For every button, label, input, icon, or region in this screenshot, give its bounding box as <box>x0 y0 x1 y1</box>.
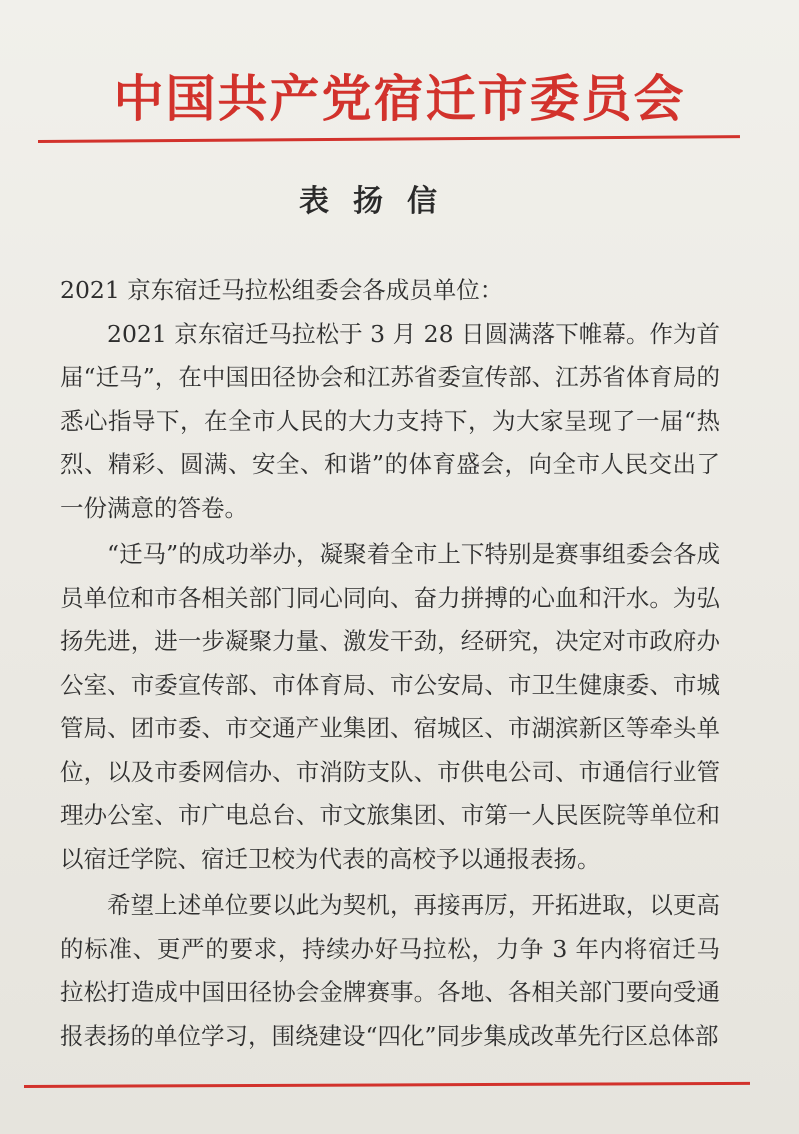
letter-body <box>60 269 720 1058</box>
red-letterhead-title: 中国共产党宿迁市委员会 <box>113 69 686 128</box>
document-title: 表扬信 <box>299 184 461 219</box>
paragraph-2: “迁马”的成功举办，凝聚着全市上下特别是赛事组委会各成员单位和市各相关部门同心同向、奋力拼搏的心血和汗水。为弘扬先进，进一步凝聚力量、激发干劲，经研究，决定对市政府办公室、市委宣传部、市体育局、市公安局、市卫生健康委、市城管局、团市委、市交通产业集团、宿城区、市湖滨新区等牵头单位，以及市委网信办、市消防支队、市供电公司、市通信行业管理办公室、市广电总台、市文旅集团、市第一人民医院等单位和以宿迁学院、宿迁卫校为代表的高校予以通报表扬。 <box>60 540 720 873</box>
footer-red-rule <box>24 1082 750 1088</box>
letterhead-red-rule <box>38 135 740 143</box>
paragraph-1: 2021 京东宿迁马拉松于 3 月 28 日圆满落下帷幕。作为首届“迁马”，在中国田径协会和江苏省委宣传部、江苏省体育局的悉心指导下，在全市人民的大力支持下，为大家呈现了一届“热烈、精彩、圆满、安全、和谐”的体育盛会，向全市人民交出了一份满意的答卷。 <box>60 319 720 522</box>
salutation: 2021 京东宿迁马拉松组委会各成员单位： <box>60 276 504 304</box>
paragraph-3: 希望上述单位要以此为契机，再接再厉，开拓进取，以更高的标准、更严的要求，持续办好马拉松，力争 3 年内将宿迁马拉松打造成中国田径协会金牌赛事。各地、各相关部门要向受通报表扬的单位学习，围绕建设“四化”同步集成改革先行区总体部 <box>60 891 720 1050</box>
